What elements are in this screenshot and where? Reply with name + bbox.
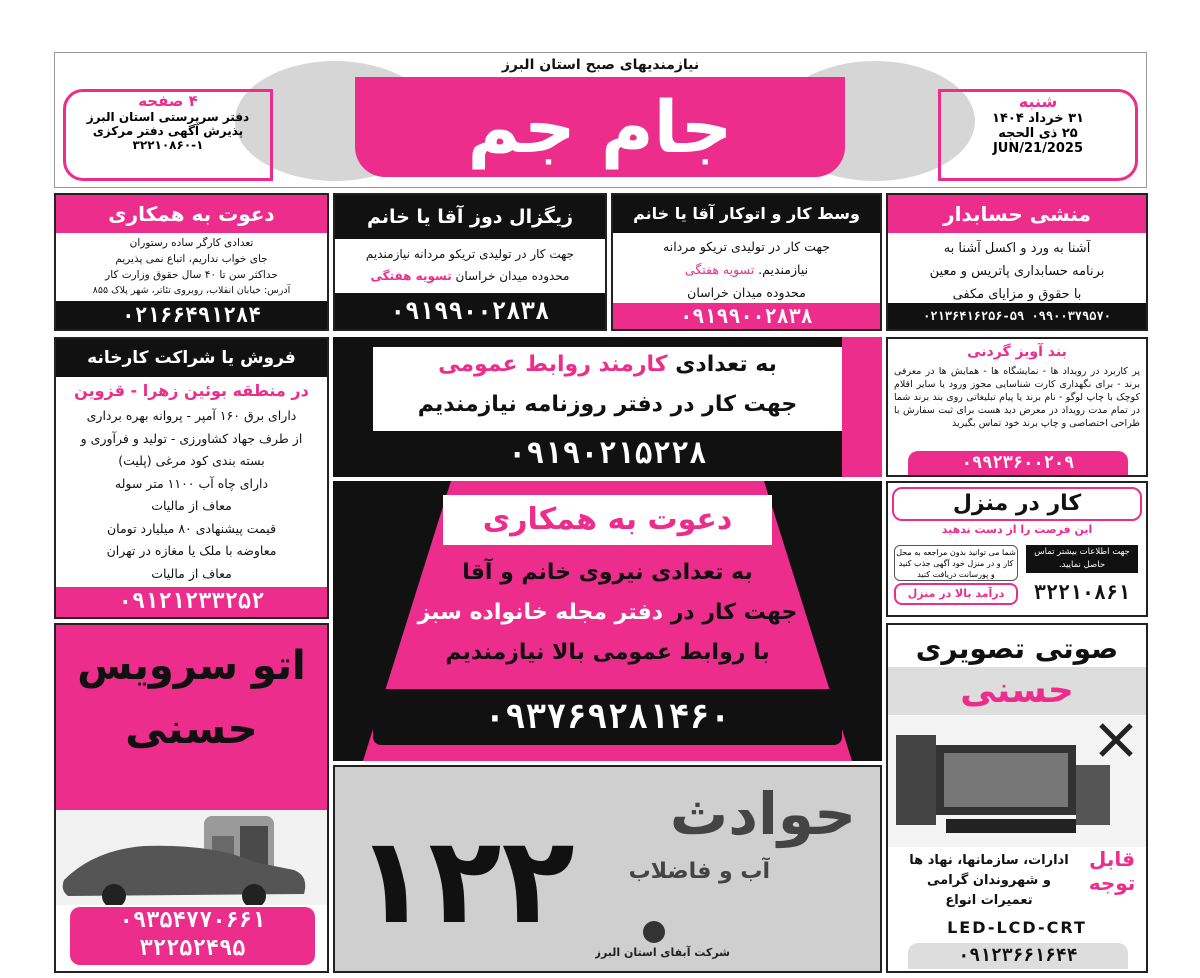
ad-factory-body — [56, 405, 327, 585]
ad-invite1-line: تعدادی کارگر ساده رستوران — [129, 237, 254, 249]
header-date-block — [938, 89, 1138, 181]
ad-pr-stripe-right — [842, 337, 882, 477]
ad-pr-line1b: کارمند روابط عمومی — [438, 352, 668, 377]
ad-overlock-line: نیازمندیم. — [758, 262, 809, 277]
ad-zigzag — [333, 193, 607, 331]
ad-homework-subtitle: این فرصت را از دست ندهید — [941, 523, 1093, 536]
ad-accidents-number: ۱۲۲ — [355, 812, 575, 951]
header-subtitle: نیازمندیهای صبح استان البرز — [501, 57, 700, 73]
ad-homework-badge: درآمد بالا در منزل — [894, 583, 1018, 605]
ad-lanyard-phone: ۰۹۹۲۳۶۰۰۲۰۹ — [908, 451, 1128, 475]
logo: جام جم — [355, 77, 845, 177]
ad-factory — [54, 337, 329, 619]
ad-audiovideo-types: LED-LCD-CRT — [947, 918, 1087, 937]
ad-homework-left-note: شما می توانید بدون مراجعه به محل کار و در منزل خود آگهی جذب کنید و پورسانت دریافت کنید — [894, 545, 1018, 581]
ad-invite2-line2b: دفتر مجله خانواده سبز — [417, 600, 664, 625]
ad-lanyard — [886, 337, 1148, 477]
ad-autoservice-car-image — [56, 810, 327, 905]
ad-overlock — [611, 193, 882, 331]
ad-autoservice — [54, 623, 329, 973]
ad-autoservice-name: حسنی — [125, 704, 258, 753]
ad-invite2 — [333, 481, 882, 761]
header-pages: ۴ صفحه — [138, 92, 198, 110]
ad-autoservice-title: اتو سرویس — [77, 643, 306, 689]
ad-zigzag-phone: ۰۹۱۹۹۰۰۲۸۳۸ — [335, 293, 605, 329]
ad-factory-subtitle: در منطقه بوئین زهرا - قزوین — [74, 381, 309, 400]
ad-factory-line: بسته بندی کود مرغی (پلیت) — [118, 453, 265, 468]
ad-lanyard-title: بند آویز گردنی — [967, 344, 1067, 360]
ad-invite1-line: جای خواب نداریم، اتباع نمی پذیریم — [115, 253, 268, 265]
ad-factory-line: معاف از مالیات — [151, 498, 232, 513]
ad-audiovideo-name: حسنی — [888, 667, 1146, 715]
ad-zigzag-title: زیگزال دوز آقا یا خانم — [335, 195, 605, 239]
ad-invite1 — [54, 193, 329, 331]
ad-audiovideo-image — [888, 715, 1146, 847]
ad-secretary-line: برنامه حسابداری پاتریس و معین — [929, 264, 1105, 279]
ad-secretary-line: با حقوق و مزایای مکفی — [952, 287, 1082, 302]
header-day: شنبه — [1018, 92, 1058, 111]
ad-overlock-settlement: تسویه هفتگی — [684, 262, 755, 277]
ad-factory-line: قیمت پیشنهادی ۸۰ میلیارد تومان — [106, 520, 277, 536]
ad-audiovideo-body — [894, 851, 1084, 911]
header-date-solar: ۳۱ خرداد ۱۴۰۴ — [992, 111, 1084, 126]
ad-overlock-title: وسط کار و اتوکار آقا یا خانم — [613, 195, 880, 233]
ad-accidents-title: حوادث — [669, 780, 856, 848]
ad-invite2-line2a: جهت کار در — [670, 600, 798, 625]
ad-audiovideo-line: و شهروندان گرامی — [927, 873, 1051, 888]
ad-pr-line1 — [373, 349, 842, 381]
ad-audiovideo-phone: ۰۹۱۲۳۶۶۱۶۴۴ — [908, 943, 1128, 969]
water-drop-icon — [643, 921, 665, 943]
ad-factory-line: از طرف جهاد کشاورزی - تولید و فرآوری و — [80, 430, 303, 446]
ad-factory-title: فروش یا شراکت کارخانه — [56, 339, 327, 377]
ad-pr-phone: ۰۹۱۹۰۲۱۵۲۲۸ — [373, 431, 842, 477]
header-office-line1: دفتر سرپرستی استان البرز — [86, 110, 250, 124]
ad-pr-stripe-left — [333, 337, 373, 477]
ad-factory-line: دارای برق ۱۶۰ آمپر - پروانه بهره برداری — [86, 408, 297, 423]
ad-audiovideo — [886, 623, 1148, 973]
ad-audiovideo-line: ادارات، سازمانها، نهاد ها — [909, 853, 1069, 868]
ad-factory-phone: ۰۹۱۲۱۲۳۳۲۵۲ — [56, 587, 327, 617]
ad-factory-line: معاف از مالیات — [151, 565, 232, 581]
ad-lanyard-text: پر کاربرد در رویداد ها - نمایشگاه ها - همایش ها در معرفی برند - برای نگهداری کارت شناسایی مجوز ورود یا سایر اقلام کوچک با چاپ لوگو - نام برند یا پیام تبلیغاتی روی بند برند شما در تمام مدت رویداد در معرض دید هست برای ثبت سفارش با طراحی اختصاصی و چاپ برند خود تماس بگیرید — [894, 366, 1140, 429]
ad-overlock-line: محدوده میدان خراسان — [687, 285, 806, 300]
ad-invite1-phone: ۰۲۱۶۶۴۹۱۲۸۴ — [56, 301, 327, 329]
ad-audiovideo-title: صوتی تصویری — [915, 632, 1119, 665]
ad-autoservice-phone1: ۰۹۳۵۴۷۷۰۶۶۱ — [119, 908, 266, 933]
ad-accidents-company: شرکت آبفای استان البرز — [594, 946, 730, 959]
ad-pr-frame-top — [333, 337, 882, 347]
ad-autoservice-phones — [70, 907, 315, 965]
ad-invite1-line: حداکثر سن تا ۴۰ سال حقوق وزارت کار — [105, 269, 278, 281]
ad-overlock-line: جهت کار در تولیدی تریکو مردانه — [663, 239, 830, 254]
ad-secretary-title: منشی حسابدار — [888, 195, 1146, 233]
ad-pr-line2: جهت کار در دفتر روزنامه نیازمندیم — [417, 392, 798, 417]
ad-invite2-line3: با روابط عمومی بالا نیازمندیم — [445, 640, 770, 665]
ad-pr-line1a: به تعدادی — [675, 352, 777, 377]
ad-overlock-body — [613, 233, 880, 304]
ad-pr — [333, 337, 882, 477]
header — [54, 52, 1147, 188]
ad-audiovideo-attention: قابل توجه — [1088, 847, 1136, 895]
ad-homework-title: کار در منزل — [892, 487, 1142, 521]
header-office-line2: پذیرش آگهی دفتر مرکزی — [92, 124, 244, 138]
header-office-block — [63, 89, 273, 181]
ad-zigzag-settlement: تسویه هفتگی — [370, 269, 452, 283]
ad-invite2-phone: ۰۹۳۷۶۹۲۸۱۴۶۰ — [373, 689, 842, 745]
ad-secretary-phone: ۰۲۱۳۶۴۱۶۲۵۶-۵۹ ۰۹۹۰۰۳۷۹۵۷۰ — [888, 303, 1146, 329]
ad-accidents — [333, 765, 882, 973]
ad-invite2-title: دعوت به همکاری — [443, 495, 772, 545]
ad-invite2-line1: به تعدادی نیروی خانم و آقا — [462, 560, 753, 585]
ad-invite1-title: دعوت به همکاری — [56, 195, 327, 233]
ad-secretary — [886, 193, 1148, 331]
ad-accidents-subtitle: آب و فاضلاب — [628, 859, 770, 884]
header-date-lunar: ۲۵ ذی الحجه — [998, 126, 1078, 141]
ad-secretary-body — [888, 233, 1146, 306]
ad-factory-line: دارای چاه آب ۱۱۰۰ متر سوله — [114, 475, 269, 491]
ad-zigzag-body — [335, 239, 605, 287]
ad-secretary-line: آشنا به ورد و اکسل آشنا به — [943, 241, 1091, 256]
ad-invite2-line2 — [393, 595, 822, 631]
ad-zigzag-line: جهت کار در تولیدی تریکو مردانه نیازمندیم — [365, 247, 575, 261]
ad-invite1-line: آدرس: خیابان انقلاب، روبروی تئاتر، شهر پلاک ۸۵۵ — [92, 285, 291, 296]
header-date-gregorian: 2025/JUN/21 — [992, 141, 1084, 156]
ad-overlock-phone: ۰۹۱۹۹۰۰۲۸۳۸ — [613, 303, 880, 329]
ad-homework — [886, 481, 1148, 617]
ad-zigzag-line: محدوده میدان خراسان — [455, 269, 570, 283]
ad-homework-right-note: جهت اطلاعات بیشتر تماس حاصل نمایید. — [1026, 545, 1138, 573]
header-office-phone: ۳۲۲۱۰۸۶۰-۱ — [132, 138, 204, 152]
ad-factory-line: معاوضه با ملک یا مغازه در تهران — [106, 543, 277, 558]
ad-homework-phone: ۳۲۲۱۰۸۶۱ — [1033, 580, 1131, 604]
ad-invite1-body — [56, 233, 327, 299]
ad-autoservice-phone2: ۳۲۲۵۲۴۹۵ — [139, 936, 246, 961]
ad-audiovideo-line: تعمیرات انواع — [945, 893, 1033, 908]
